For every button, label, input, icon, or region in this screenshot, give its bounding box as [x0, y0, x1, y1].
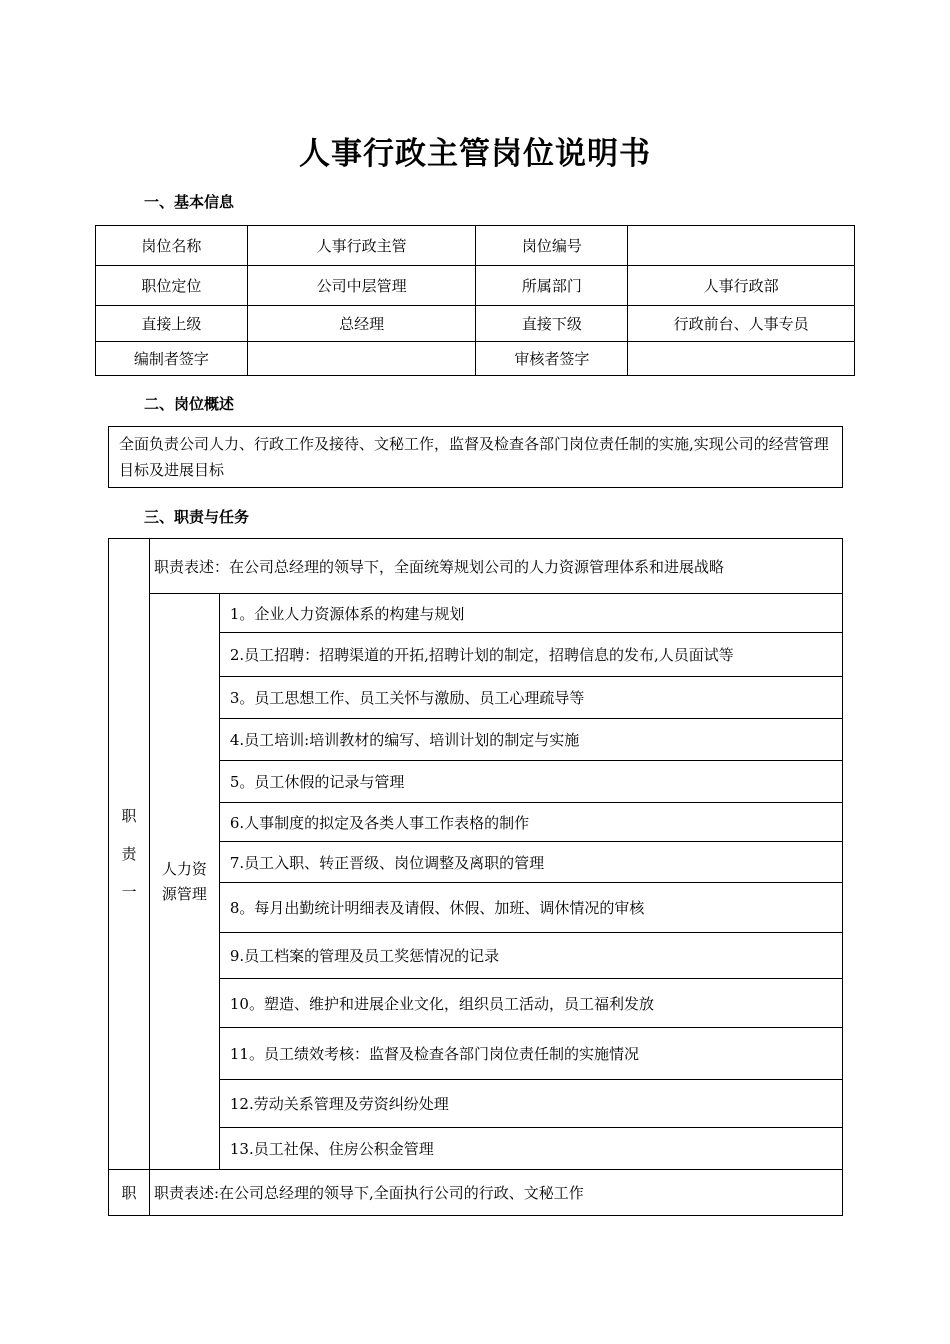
duty-item: 7.员工入职、转正晋级、岗位调整及离职的管理 — [219, 842, 842, 883]
table-row — [109, 1080, 843, 1128]
table-cell: 岗位编号 — [476, 226, 628, 266]
section-heading-duties: 三、职责与任务 — [144, 508, 250, 526]
duties-table — [108, 538, 843, 1216]
table-row — [109, 1028, 843, 1080]
duty-item: 5。员工休假的记录与管理 — [219, 761, 842, 803]
table-cell: 总经理 — [247, 306, 476, 342]
table-row — [96, 306, 855, 342]
table-cell: 公司中层管理 — [247, 266, 476, 306]
table-row — [109, 979, 843, 1028]
duty-item: 6.人事制度的拟定及各类人事工作表格的制作 — [219, 803, 842, 842]
duty-one-label: 职 责 一 — [109, 539, 150, 1170]
table-cell — [628, 342, 855, 376]
table-row — [96, 266, 855, 306]
duty-item: 3。员工思想工作、员工关怀与激励、员工心理疏导等 — [219, 677, 842, 719]
duty-item: 11。员工绩效考核：监督及检查各部门岗位责任制的实施情况 — [219, 1028, 842, 1080]
duty-item: 1。企业人力资源体系的构建与规划 — [219, 594, 842, 633]
table-row — [109, 761, 843, 803]
table-cell: 编制者签字 — [96, 342, 248, 376]
duty-item: 4.员工培训:培训教材的编写、培训计划的制定与实施 — [219, 719, 842, 761]
duty-two-label: 职 — [109, 1170, 150, 1216]
table-row — [109, 677, 843, 719]
table-row — [109, 539, 843, 594]
section-heading-overview: 二、岗位概述 — [144, 395, 235, 413]
table-cell — [247, 342, 476, 376]
table-row — [109, 803, 843, 842]
table-row — [109, 933, 843, 979]
duty-item: 12.劳动关系管理及劳资纠纷处理 — [219, 1080, 842, 1128]
table-cell: 直接上级 — [96, 306, 248, 342]
table-cell: 岗位名称 — [96, 226, 248, 266]
section-heading-basic-info: 一、基本信息 — [144, 193, 235, 211]
table-row — [109, 883, 843, 933]
table-cell: 职位定位 — [96, 266, 248, 306]
table-cell: 所属部门 — [476, 266, 628, 306]
table-cell: 行政前台、人事专员 — [628, 306, 855, 342]
duty-item: 9.员工档案的管理及员工奖惩情况的记录 — [219, 933, 842, 979]
page-title: 人事行政主管岗位说明书 — [299, 136, 651, 172]
table-row — [109, 842, 843, 883]
table-cell: 人事行政部 — [628, 266, 855, 306]
table-row — [96, 226, 855, 266]
table-cell: 人事行政主管 — [247, 226, 476, 266]
table-row — [109, 1128, 843, 1170]
duty-item: 13.员工社保、住房公积金管理 — [219, 1128, 842, 1170]
duty-item: 8。每月出勤统计明细表及请假、休假、加班、调休情况的审核 — [219, 883, 842, 933]
basic-info-table — [95, 225, 855, 376]
table-row — [109, 1170, 843, 1216]
duty-one-statement: 职责表述：在公司总经理的领导下，全面统筹规划公司的人力资源管理体系和进展战略 — [149, 539, 842, 594]
table-row — [109, 633, 843, 677]
duty-subcategory-hr: 人力资 源管理 — [149, 594, 219, 1170]
table-cell: 审核者签字 — [476, 342, 628, 376]
duty-item: 2.员工招聘：招聘渠道的开拓,招聘计划的制定，招聘信息的发布,人员面试等 — [219, 633, 842, 677]
table-row — [109, 719, 843, 761]
table-cell: 直接下级 — [476, 306, 628, 342]
duty-two-statement: 职责表述:在公司总经理的领导下,全面执行公司的行政、文秘工作 — [149, 1170, 842, 1216]
table-cell — [628, 226, 855, 266]
table-row — [96, 342, 855, 376]
table-row — [109, 594, 843, 633]
overview-box: 全面负责公司人力、行政工作及接待、文秘工作，监督及检查各部门岗位责任制的实施,实现公司的经营管理目标及进展目标 — [108, 426, 843, 488]
duty-item: 10。塑造、维护和进展企业文化，组织员工活动，员工福利发放 — [219, 979, 842, 1028]
